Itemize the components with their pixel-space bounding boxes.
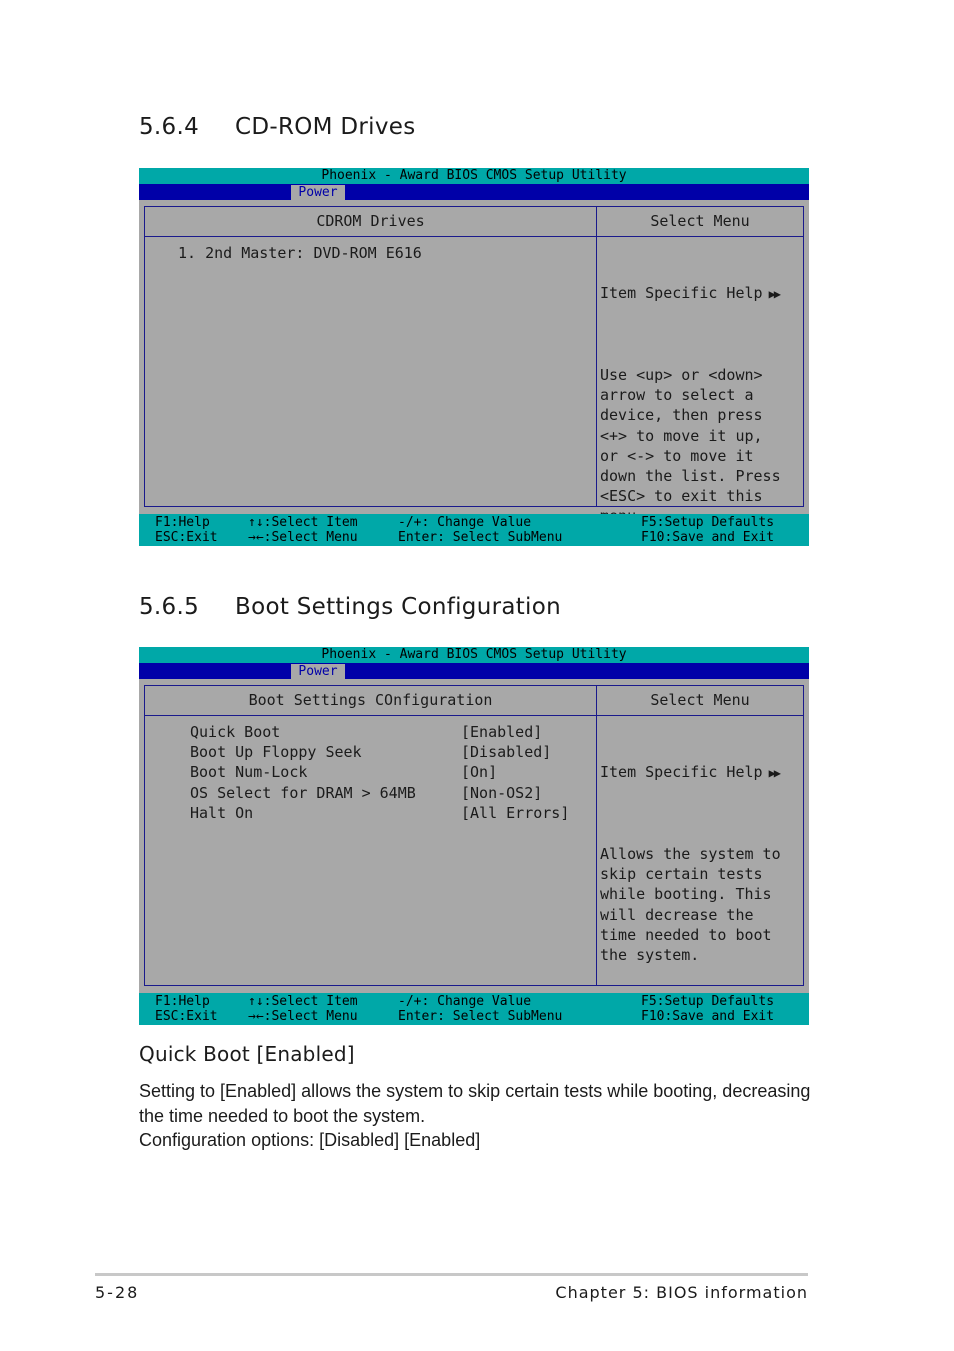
menu-item-os-select[interactable] — [145, 783, 595, 803]
bios-frame — [144, 685, 804, 986]
footer-rule — [95, 1273, 808, 1276]
panel-header: CDROM Drives — [316, 212, 425, 230]
key-select-item: ↑↓:Select Item — [248, 515, 358, 530]
menu-item-value[interactable]: [All Errors] — [461, 803, 570, 822]
menu-item-value[interactable]: [On] — [461, 763, 498, 782]
bios-title-bar: Phoenix - Award BIOS CMOS Setup Utility — [139, 647, 809, 663]
help-title — [600, 283, 805, 304]
help-header: Select Menu — [650, 212, 750, 230]
divider — [596, 207, 597, 506]
section-number: 5.6.4 — [139, 114, 200, 140]
section-number: 5.6.5 — [139, 594, 200, 620]
menu-item-label: Halt On — [190, 803, 254, 822]
menu-item-quick-boot[interactable] — [145, 722, 595, 742]
configuration-options: Configuration options: [Disabled] [Enabled] — [139, 1130, 481, 1150]
key-esc-exit: ESC:Exit — [155, 530, 218, 545]
key-f5-defaults: F5:Setup Defaults — [641, 994, 775, 1009]
section-title: Boot Settings Configuration — [235, 594, 561, 620]
key-change-value: -/+: Change Value — [398, 515, 532, 530]
menu-item-value[interactable]: [Enabled] — [461, 723, 543, 741]
bios-screen-cdrom — [139, 168, 809, 546]
divider — [145, 715, 803, 716]
key-enter-submenu: Enter: Select SubMenu — [398, 1009, 563, 1024]
menu-item-floppy-seek[interactable] — [145, 742, 595, 762]
bios-body — [139, 679, 809, 993]
section-title: CD-ROM Drives — [235, 114, 416, 140]
help-title-text: Item Specific Help — [600, 763, 763, 782]
menu-item-label: Boot Num-Lock — [190, 763, 308, 782]
menu-item-label: Boot Up Floppy Seek — [190, 743, 362, 762]
menu-item-label: OS Select for DRAM > 64MB — [190, 783, 416, 802]
tab-power[interactable]: Power — [291, 185, 345, 200]
key-select-item: ↑↓:Select Item — [248, 994, 358, 1009]
menu-item-value[interactable]: [Non-OS2] — [461, 783, 543, 802]
key-f10-save: F10:Save and Exit — [641, 1009, 775, 1024]
bios-key-bar — [139, 993, 809, 1025]
tab-power[interactable]: Power — [291, 664, 345, 679]
bios-screen-boot-settings — [139, 647, 809, 1025]
help-title — [600, 762, 805, 783]
bios-key-bar — [139, 514, 809, 546]
help-text: Use <up> or <down> arrow to select a device, then press <+> to move it up, or <-> to move it down the list. Press <ESC> to exit this — [600, 366, 781, 506]
divider — [596, 686, 597, 985]
section-heading-cdrom — [139, 114, 416, 140]
help-header: Select Menu — [650, 691, 750, 709]
bios-menu-bar — [139, 184, 809, 200]
help-panel — [600, 722, 805, 1006]
section-heading-boot-settings — [139, 594, 561, 620]
bios-frame — [144, 206, 804, 507]
menu-item-num-lock[interactable] — [145, 762, 595, 782]
double-arrow-icon: ▶▶ — [768, 766, 780, 781]
key-select-menu: →←:Select Menu — [248, 530, 358, 545]
menu-items — [145, 243, 595, 263]
chapter-label: Chapter 5: BIOS information — [555, 1283, 808, 1302]
menu-item-halt-on[interactable] — [145, 803, 595, 823]
panel-header: Boot Settings COnfiguration — [248, 691, 493, 709]
double-arrow-icon: ▶▶ — [768, 287, 780, 302]
bios-body — [139, 200, 809, 514]
key-change-value: -/+: Change Value — [398, 994, 532, 1009]
key-select-menu: →←:Select Menu — [248, 1009, 358, 1024]
quick-boot-description — [139, 1079, 819, 1153]
help-text: Allows the system to skip certain tests while booting. This will decrease the time needed to boot the system. — [600, 845, 781, 965]
key-f5-defaults: F5:Setup Defaults — [641, 515, 775, 530]
key-f1-help: F1:Help — [155, 515, 210, 530]
quick-boot-heading: Quick Boot [Enabled] — [139, 1042, 355, 1066]
key-f10-save: F10:Save and Exit — [641, 530, 775, 545]
bios-menu-bar — [139, 663, 809, 679]
menu-item[interactable] — [145, 243, 595, 263]
description-paragraph: Setting to [Enabled] allows the system to skip certain tests while booting, decreasing the time needed to boot the system. — [139, 1081, 811, 1126]
menu-item-label: Quick Boot — [190, 723, 281, 741]
menu-item-value[interactable]: [Disabled] — [461, 743, 552, 762]
key-enter-submenu: Enter: Select SubMenu — [398, 530, 563, 545]
divider — [145, 236, 803, 237]
key-f1-help: F1:Help — [155, 994, 210, 1009]
bios-title-bar: Phoenix - Award BIOS CMOS Setup Utility — [139, 168, 809, 184]
help-title-text: Item Specific Help — [600, 284, 763, 303]
page-number: 5-28 — [95, 1283, 140, 1302]
menu-items — [145, 722, 595, 823]
menu-item-label: 1. 2nd Master: DVD-ROM E616 — [178, 244, 422, 262]
key-esc-exit: ESC:Exit — [155, 1009, 218, 1024]
